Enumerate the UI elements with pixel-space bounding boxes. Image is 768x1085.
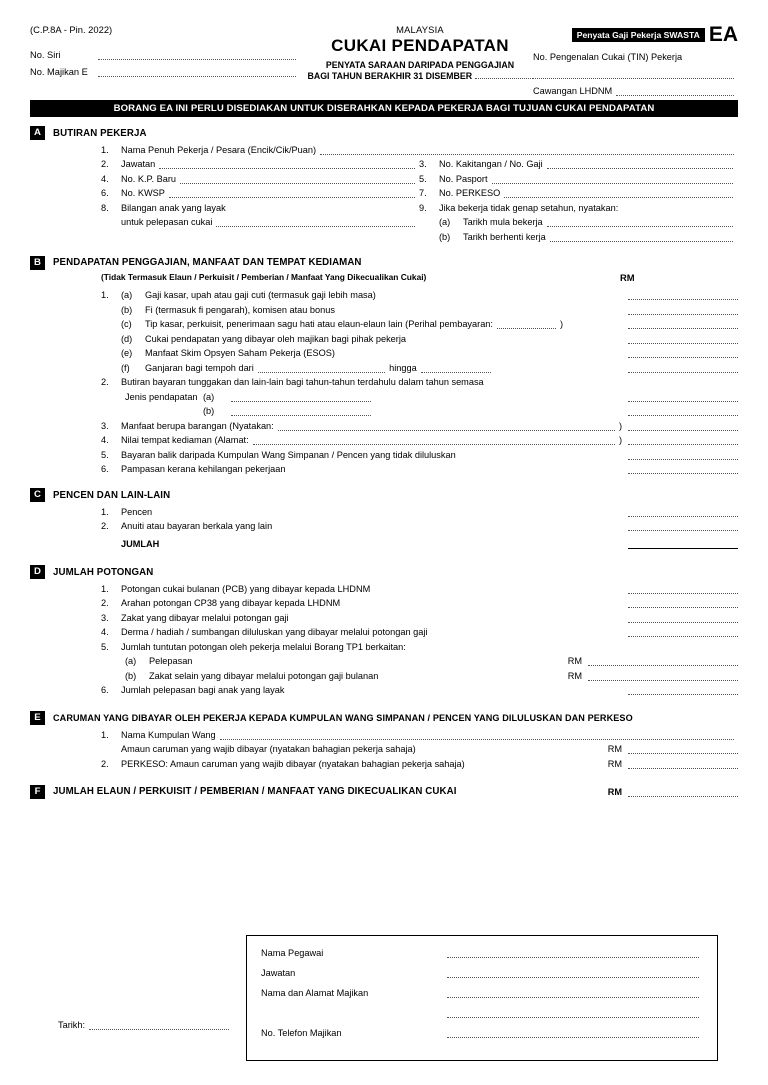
section-e-title: CARUMAN YANG DIBAYAR OLEH PEKERJA KEPADA KUMPULAN WANG SIMPANAN / PENCEN YANG DILULUSKAN DAN PERKESO: [53, 713, 633, 723]
form-header: [30, 24, 738, 94]
notice-banner: BORANG EA INI PERLU DISEDIAKAN UNTUK DISERAHKAN KEPADA PEKERJA BAGI TUJUAN CUKAI PENDAPATAN: [30, 100, 738, 117]
jawatan-pegawai-label: Jawatan: [261, 968, 296, 978]
field-no-kakitangan: [419, 159, 737, 169]
amount-b1e[interactable]: [628, 348, 738, 358]
form-subtitle-2-text: BAGI TAHUN BERAKHIR 31 DISEMBER: [307, 71, 473, 81]
row-kp-pasport: [101, 174, 738, 184]
item-number: 1.: [101, 583, 109, 594]
item-number: 2.: [101, 521, 109, 531]
amount-f[interactable]: [628, 787, 738, 797]
section-f-header: [30, 785, 738, 799]
section-a-title: BUTIRAN PEKERJA: [53, 127, 147, 139]
rm-label-d5b: RM: [567, 670, 582, 681]
cawangan-row: [533, 86, 738, 96]
amount-b1c[interactable]: [628, 319, 738, 329]
row-jawatan-kakitangan: [101, 159, 738, 169]
item-b1f: [101, 363, 738, 373]
item-label: Potongan cukai bulanan (PCB) yang dibayar kepada LHDNM: [121, 583, 371, 594]
item-label: Jumlah pelepasan bagi anak yang layak: [121, 685, 285, 695]
item-number: 5.: [101, 449, 109, 460]
manfaat-barangan-input[interactable]: [278, 421, 615, 431]
form-title: CUKAI PENDAPATAN: [331, 36, 509, 55]
item-label: Jumlah tuntutan potongan oleh pekerja melalui Borang TP1 berkaitan:: [121, 641, 406, 652]
field-no-pasport: [419, 174, 737, 184]
jenis-pendapatan-b-input[interactable]: [231, 406, 371, 416]
item-number: 2.: [101, 159, 109, 169]
amount-d5b[interactable]: [588, 671, 738, 681]
field-tarikh-mula: [419, 217, 737, 227]
field-tarikh-berhenti: [419, 232, 737, 242]
item-label: Derma / hadiah / sumbangan diluluskan yang dibayar melalui potongan gaji: [121, 627, 428, 637]
section-d-letter: D: [30, 565, 45, 579]
form-letter-ea: EA: [708, 23, 738, 46]
closing-paren: ): [559, 319, 564, 329]
row-jumlah: [101, 538, 738, 549]
serial-fields: [30, 50, 300, 77]
section-a-letter: A: [30, 126, 45, 140]
section-e-letter: E: [30, 711, 45, 725]
item-label: Zakat yang dibayar melalui potongan gaji: [121, 612, 289, 623]
item-number: 5.: [419, 173, 427, 184]
row-kwsp-perkeso: [101, 188, 738, 198]
jenis-pendapatan-label: Jenis pendapatan: [125, 391, 198, 402]
amount-jumlah[interactable]: [628, 538, 738, 549]
field-jika-bekerja: [419, 203, 737, 213]
amount-d4[interactable]: [628, 627, 738, 637]
header-center-block: [285, 24, 555, 81]
item-label: Nilai tempat kediaman (Alamat:: [121, 435, 249, 445]
item-label: Pelepasan: [149, 656, 193, 666]
nama-kumpulan-wang-input[interactable]: [220, 730, 734, 740]
item-number: 9.: [419, 202, 427, 213]
amount-c1[interactable]: [628, 507, 738, 517]
alamat-majikan-row-2: [261, 1008, 703, 1018]
row-tarikh-berhenti: [101, 232, 738, 242]
header-left-block: [30, 24, 300, 84]
row-pelepasan-tarikh-mula: [101, 217, 738, 227]
item-label: Butiran bayaran tunggakan dan lain-lain bagi tahun-tahun terdahulu dalam tahun semasa: [121, 377, 484, 387]
swasta-badge-row: [533, 24, 738, 45]
item-c1: [101, 507, 738, 517]
item-number: 3.: [419, 159, 427, 169]
item-label: Jawatan: [121, 159, 156, 169]
header-right-block: [533, 24, 738, 96]
cawangan-label: Cawangan LHDNM: [533, 86, 613, 96]
item-number: 1.: [101, 729, 109, 740]
item-b6: [101, 464, 738, 474]
field-no-kwsp: [101, 188, 419, 198]
item-label: Tarikh berhenti kerja: [463, 231, 546, 242]
item-label: Anuiti atau bayaran berkala yang lain: [121, 521, 273, 531]
item-number: 4.: [101, 627, 109, 637]
amount-b1b[interactable]: [628, 305, 738, 315]
section-b-rm-heading: RM: [620, 271, 635, 283]
year-input[interactable]: [475, 70, 533, 79]
item-label: PERKESO: Amaun caruman yang wajib dibayar (nyatakan bahagian pekerja sahaja): [121, 758, 465, 769]
no-siri-row: [30, 50, 300, 60]
rm-label-e1: RM: [607, 744, 622, 754]
item-number: 7.: [419, 188, 427, 198]
jawatan-pegawai-input[interactable]: [447, 968, 699, 978]
alamat-majikan-input-2[interactable]: [447, 1008, 699, 1018]
item-sub-number: (b): [125, 670, 137, 681]
nama-alamat-majikan-row: [261, 988, 703, 998]
item-sub-number: (a): [203, 391, 215, 402]
item-label: Jika bekerja tidak genap setahun, nyatakan:: [439, 202, 619, 213]
item-number: 3.: [101, 612, 109, 623]
field-pelepasan-cukai: [101, 217, 419, 227]
item-number: 4.: [101, 435, 109, 445]
item-b1e: [101, 348, 738, 358]
item-sub-number: (c): [121, 319, 132, 329]
amount-b1a[interactable]: [628, 290, 738, 300]
amount-b1d[interactable]: [628, 334, 738, 344]
no-telefon-majikan-input[interactable]: [447, 1028, 699, 1038]
nama-alamat-majikan-label: Nama dan Alamat Majikan: [261, 988, 369, 998]
tin-row: [533, 52, 738, 62]
item-number: 1.: [101, 290, 109, 300]
amount-e2[interactable]: [628, 759, 738, 769]
item-label: No. PERKESO: [439, 188, 501, 198]
nama-pegawai-row: [261, 948, 703, 958]
item-label: Cukai pendapatan yang dibayar oleh majikan bagi pihak pekerja: [145, 333, 407, 344]
section-c-header: [30, 488, 738, 502]
item-label: Zakat selain yang dibayar melalui potongan gaji bulanan: [149, 670, 379, 681]
item-label: Tarikh mula bekerja: [463, 217, 543, 227]
no-siri-input[interactable]: [98, 50, 296, 60]
section-f-letter: F: [30, 785, 45, 799]
item-sub-number: (a): [439, 217, 451, 227]
item-b2: [101, 377, 738, 387]
section-b-note: (Tidak Termasuk Elaun / Perkuisit / Pemberian / Manfaat Yang Dikecualikan Cukai): [101, 271, 427, 282]
ganjaran-hingga-input[interactable]: [421, 363, 491, 373]
item-sub-number: (a): [125, 656, 137, 666]
section-b-header: [30, 256, 738, 270]
item-number: 8.: [101, 202, 109, 213]
amount-b2a[interactable]: [628, 392, 738, 402]
item-label: No. Kakitangan / No. Gaji: [439, 159, 543, 169]
amount-d2[interactable]: [628, 598, 738, 608]
field-no-perkeso: [419, 188, 737, 198]
section-d-title: JUMLAH POTONGAN: [53, 566, 154, 578]
item-sub-number: (d): [121, 333, 133, 344]
item-b2b: [125, 406, 738, 416]
rm-label-e2: RM: [607, 758, 622, 769]
item-label: Bilangan anak yang layak: [121, 202, 226, 213]
item-number: 6.: [101, 188, 109, 198]
no-majikan-row: [30, 67, 300, 77]
amount-b4[interactable]: [628, 435, 738, 445]
item-sub-number: (b): [121, 304, 133, 315]
section-f-title: JUMLAH ELAUN / PERKUISIT / PEMBERIAN / MANFAAT YANG DIKECUALIKAN CUKAI: [53, 786, 457, 797]
item-label: No. Pasport: [439, 173, 488, 184]
item-b5: [101, 450, 738, 460]
tin-input-row: [533, 69, 738, 79]
section-d-header: [30, 565, 738, 579]
item-number: 1.: [101, 506, 109, 517]
no-telefon-majikan-label: No. Telefon Majikan: [261, 1028, 342, 1038]
item-d3: [101, 613, 738, 623]
item-number: 1.: [101, 144, 109, 155]
no-kp-input[interactable]: [180, 174, 415, 184]
no-pasport-input[interactable]: [492, 174, 733, 184]
section-b-title: PENDAPATAN PENGGAJIAN, MANFAAT DAN TEMPAT KEDIAMAN: [53, 257, 362, 268]
tin-label: No. Pengenalan Cukai (TIN) Pekerja: [533, 52, 683, 62]
jenis-pendapatan-a-input[interactable]: [231, 392, 371, 402]
section-c-letter: C: [30, 488, 45, 502]
section-a-header: [30, 126, 738, 140]
no-kwsp-input[interactable]: [169, 188, 415, 198]
item-d2: [101, 598, 738, 608]
item-label: No. K.P. Baru: [121, 173, 176, 184]
country-label: MALAYSIA: [396, 24, 444, 35]
amount-b2b[interactable]: [628, 406, 738, 416]
item-d4: [101, 627, 738, 637]
amount-b3[interactable]: [628, 421, 738, 431]
item-label-hingga: hingga: [389, 362, 417, 373]
tin-input[interactable]: [533, 69, 734, 79]
item-sub-number: (b): [203, 406, 215, 416]
rm-label-d5a: RM: [567, 656, 582, 666]
item-number: 6.: [101, 685, 109, 695]
item-number: 2.: [101, 377, 109, 387]
tarikh-input[interactable]: [89, 1020, 229, 1030]
ganjaran-dari-input[interactable]: [258, 363, 385, 373]
nama-pegawai-label: Nama Pegawai: [261, 948, 324, 958]
no-telefon-majikan-row: [261, 1028, 703, 1038]
jumlah-label: JUMLAH: [121, 539, 160, 549]
rm-label-f: RM: [607, 786, 622, 797]
amount-b1f[interactable]: [628, 363, 738, 373]
item-label: Bayaran balik daripada Kumpulan Wang Simpanan / Pencen yang tidak diluluskan: [121, 449, 456, 460]
no-perkeso-input[interactable]: [504, 188, 733, 198]
field-bilangan-anak: [101, 203, 419, 213]
status-badge: Penyata Gaji Pekerja SWASTA: [572, 28, 705, 42]
field-no-kp: [101, 174, 419, 184]
item-number: 5.: [101, 641, 109, 652]
section-c-title: PENCEN DAN LAIN-LAIN: [53, 489, 171, 501]
item-number: 2.: [101, 598, 109, 608]
item-c2: [101, 521, 738, 531]
item-label: untuk pelepasan cukai: [121, 217, 213, 227]
item-number: 3.: [101, 420, 109, 431]
section-b-note-row: [30, 270, 738, 286]
item-b2a: [125, 392, 738, 402]
item-label: No. KWSP: [121, 188, 165, 198]
item-label: Gaji kasar, upah atau gaji cuti (termasuk gaji lebih masa): [145, 290, 376, 300]
field-nama-penuh: [101, 145, 738, 155]
nama-pegawai-input[interactable]: [447, 948, 699, 958]
item-label: Nama Penuh Pekerja / Pesara (Encik/Cik/Puan): [121, 144, 317, 155]
jawatan-input[interactable]: [159, 159, 415, 169]
item-label: Manfaat Skim Opsyen Saham Pekerja (ESOS): [145, 348, 335, 358]
bilangan-anak-input[interactable]: [216, 217, 415, 227]
item-e1-amaun: [101, 744, 738, 754]
item-sub-number: (a): [121, 290, 133, 300]
form-subtitle-2: [285, 70, 555, 81]
item-sub-number: (e): [121, 348, 133, 358]
item-label: Manfaat berupa barangan (Nyatakan:: [121, 420, 274, 431]
amount-b5[interactable]: [628, 450, 738, 460]
perihal-pembayaran-input[interactable]: [497, 319, 556, 329]
tarikh-mula-input[interactable]: [547, 217, 733, 227]
item-label: Pencen: [121, 506, 153, 517]
item-label: Ganjaran bagi tempoh dari: [145, 362, 254, 373]
cawangan-input[interactable]: [616, 86, 734, 96]
amount-d5a[interactable]: [588, 656, 738, 666]
item-sub-number: (f): [121, 362, 130, 373]
item-label: Nama Kumpulan Wang: [121, 729, 216, 740]
item-d5b: [125, 671, 738, 681]
no-majikan-label: No. Majikan E: [30, 67, 88, 77]
tarikh-label: Tarikh:: [58, 1020, 86, 1030]
item-b1a: [101, 290, 738, 300]
item-b3: [101, 421, 738, 431]
item-b1d: [101, 334, 738, 344]
amount-c2[interactable]: [628, 521, 738, 531]
item-label: Fi (termasuk fi pengarah), komisen atau bonus: [145, 304, 335, 315]
amount-d6[interactable]: [628, 685, 738, 695]
item-sub-number: (b): [439, 231, 451, 242]
item-number: 6.: [101, 464, 109, 474]
item-d5a: [125, 656, 738, 666]
closing-paren: ): [618, 435, 622, 445]
item-label: Tip kasar, perkuisit, penerimaan sagu hati atau elaun-elaun lain (Perihal pembayaran:: [145, 319, 493, 329]
section-e-header: [30, 711, 738, 725]
item-b1b: [101, 305, 738, 315]
row-anak-jika-bekerja: [101, 203, 738, 213]
amount-e1[interactable]: [628, 744, 738, 754]
item-number: 4.: [101, 173, 109, 184]
form-code: (C.P.8A - Pin. 2022): [30, 24, 113, 35]
field-jawatan: [101, 159, 419, 169]
officer-details-box: [246, 935, 718, 1061]
jawatan-pegawai-row: [261, 968, 703, 978]
form-subtitle-1: PENYATA SARAAN DARIPADA PENGGAJIAN: [325, 60, 515, 70]
section-b-letter: B: [30, 256, 45, 270]
no-siri-label: No. Siri: [30, 50, 61, 60]
item-number: 2.: [101, 758, 109, 769]
alamat-kediaman-input[interactable]: [253, 435, 615, 445]
item-e1: [101, 730, 738, 740]
amount-d3[interactable]: [628, 613, 738, 623]
item-d5: [101, 642, 738, 652]
nama-penuh-input[interactable]: [320, 145, 734, 155]
nama-alamat-majikan-input[interactable]: [447, 988, 699, 998]
closing-paren: ): [618, 420, 622, 431]
item-label: Pampasan kerana kehilangan pekerjaan: [121, 464, 286, 474]
item-label: Arahan potongan CP38 yang dibayar kepada LHDNM: [121, 598, 341, 608]
item-d6: [101, 685, 738, 695]
no-kakitangan-input[interactable]: [547, 159, 733, 169]
amount-b6[interactable]: [628, 464, 738, 474]
item-b1c: [101, 319, 738, 329]
no-majikan-input[interactable]: [98, 67, 296, 77]
amount-d1[interactable]: [628, 584, 738, 594]
item-label: Amaun caruman yang wajib dibayar (nyatakan bahagian pekerja sahaja): [121, 744, 416, 754]
item-b4: [101, 435, 738, 445]
tarikh-berhenti-input[interactable]: [550, 232, 733, 242]
tarikh-row: [58, 1020, 233, 1030]
item-d1: [101, 584, 738, 594]
item-e2: [101, 759, 738, 769]
